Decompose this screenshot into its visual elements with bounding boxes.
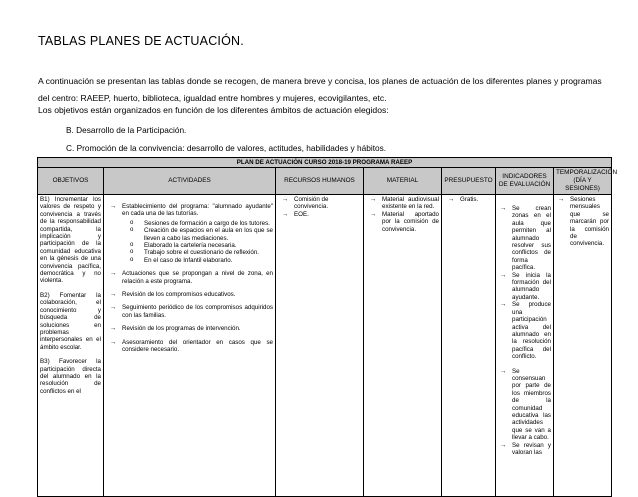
indicador-item: → Se crean zonas en el aula que permiten al alumnado resolver sus conflictos de forma pacífica. — [500, 205, 551, 272]
activity-subitem: o Sesiones de formación a cargo de los tutores. — [122, 220, 273, 227]
cell-actividades — [104, 195, 276, 497]
document-title: TABLAS PLANES DE ACTUACIÓN. — [38, 34, 244, 48]
cell-presupuesto — [442, 195, 496, 497]
header-presupuesto: PRESUPUESTO — [442, 168, 496, 195]
objective-b3: B3) Favorecer la participación directa del alumnado en la resolución de conflictos en el — [40, 358, 101, 395]
header-objetivos: OBJETIVOS — [38, 168, 104, 195]
indicador-item: → Se inicia la formación del alumnado ayudante. — [500, 272, 551, 302]
cell-material — [364, 195, 442, 497]
header-indicadores: INDICADORES DE EVALUACIÓN — [496, 168, 554, 195]
cell-objetivos — [38, 195, 104, 497]
activity-subitem: o Trabajo sobre el cuestionario de reflexión. — [122, 249, 273, 256]
activity-item: → Revisión de los compromisos educativos. — [110, 291, 273, 298]
activity-item: → Seguimiento periódico de los compromisos adquiridos con las familias. — [110, 304, 273, 319]
material-item: → Material aportado por la comisión de convivencia. — [370, 211, 439, 233]
temporalizacion-item: → Sesiones mensuales que se marcarán por la comisión de convivencia. — [558, 196, 609, 248]
objectives-intro: Los objetivos están organizados en función de los diferentes ámbitos de actuación elegidos: — [38, 105, 389, 115]
cell-temporalizacion — [554, 195, 612, 497]
cell-recursos — [276, 195, 364, 497]
objective-b: B. Desarrollo de la Participación. — [66, 125, 187, 135]
header-material: MATERIAL — [364, 168, 442, 195]
activity-subitem: o En el caso de Infantil elaborarlo. — [122, 257, 273, 264]
indicador-item: → Se produce una participación activa del alumnado en la resolución pacífica del conflicto. — [500, 301, 551, 360]
activity-item: → Actuaciones que se propongan a nivel de zona, en relación a este programa. — [110, 270, 273, 285]
activity-subitem: o Creación de espacios en el aula en los que se lleven a cabo las mediaciones. — [122, 227, 273, 242]
indicador-item: → Se revisan y valoran las — [500, 442, 551, 457]
objective-b2: B2) Fomentar la colaboración, el conocimiento y búsqueda de soluciones en problemas interpersonales en el ámbito escolar. — [40, 291, 101, 351]
objective-c: C. Promoción de la convivencia: desarrollo de valores, actitudes, habilidades y hábitos. — [66, 143, 387, 153]
cell-indicadores — [496, 195, 554, 497]
objective-b1: B1) Incrementar los valores de respeto y convivencia a través de la responsabilidad compartida, la implicación y participación de la comunidad educativa en la génesis de una convivencia pacífica, democrática y no violenta. — [40, 196, 101, 285]
header-actividades: ACTIVIDADES — [104, 168, 276, 195]
presupuesto-item: → Gratis. — [448, 196, 493, 203]
indicador-item: → Se consensuan por parte de los miembros de la comunidad educativa las actividades que se van a llevar a cabo. — [500, 368, 551, 442]
activity-text: Establecimiento del programa: "alumnado ayudante" en cada una de las tutorías. — [122, 203, 273, 218]
material-item: → Material audiovisual existente en la red. — [370, 196, 439, 211]
header-temporalizacion: TEMPORALIZACIÓN (DÍA Y SESIONES) — [554, 168, 612, 195]
table-banner: PLAN DE ACTUACIÓN CURSO 2018-19 PROGRAMA RAEEP — [38, 158, 612, 168]
activity-item — [110, 203, 273, 264]
action-plan-table — [37, 157, 618, 497]
intro-paragraph: A continuación se presentan las tablas donde se recogen, de manera breve y concisa, los planes de actuación de los diferentes planes y programas del centro: RAEEP, huerto, biblioteca, igualdad entre hombres y mujeres, ecovigilantes, etc. — [38, 76, 602, 103]
header-recursos: RECURSOS HUMANOS — [276, 168, 364, 195]
activity-item: → Asesoramiento del orientador en casos que se considere necesario. — [110, 339, 273, 354]
recurso-item: → EOE. — [282, 211, 361, 218]
activity-subitem: o Elaborado la cartelería necesaria. — [122, 242, 273, 249]
activity-item: → Revisión de los programas de intervención. — [110, 325, 273, 332]
recurso-item: → Comisión de convivencia. — [282, 196, 361, 211]
